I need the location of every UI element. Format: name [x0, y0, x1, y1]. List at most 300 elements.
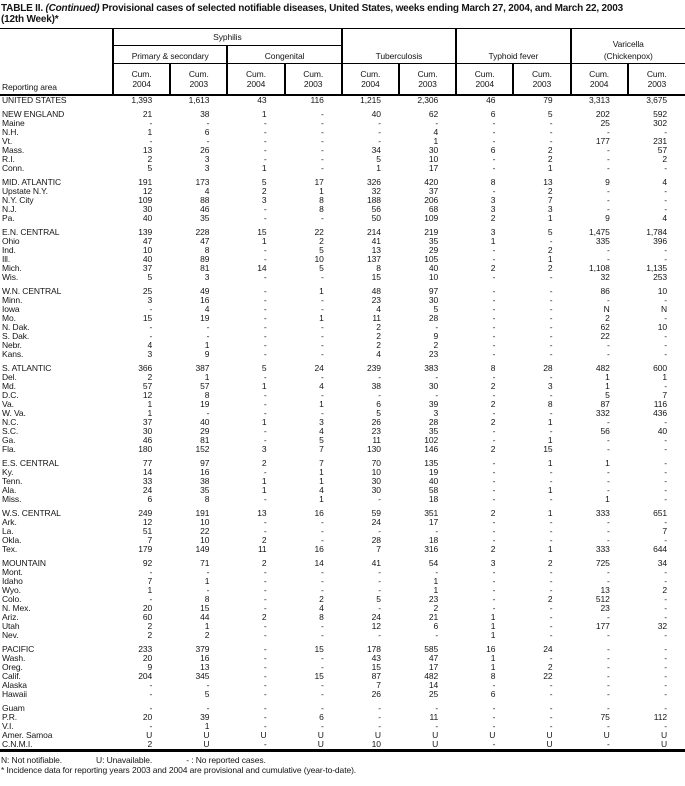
value-cell: -	[606, 612, 610, 622]
value-cell: -	[321, 136, 324, 146]
table-title-line1	[1, 3, 685, 14]
value-cell: -	[149, 721, 153, 731]
table-row	[0, 468, 685, 477]
value-cell: -	[606, 567, 610, 577]
value-cell: 9	[605, 177, 610, 187]
value-cell: 32	[657, 621, 667, 631]
value-cell: 214	[367, 227, 381, 237]
footnote-incidence-note: * Incidence data for reporting years 2003 and 2004 are provisional and cumulative (year-to-date).	[1, 765, 357, 775]
value-cell: 152	[195, 444, 210, 454]
value-cell: 5	[376, 154, 381, 164]
value-cell: 24	[142, 485, 153, 495]
value-cell: 332	[595, 408, 610, 418]
column-header-cum-2003-9: Cum. 2003	[628, 64, 685, 96]
value-cell: -	[606, 254, 610, 264]
value-cell: 8	[319, 195, 324, 205]
value-cell: 191	[195, 508, 210, 518]
value-cell: 2	[261, 458, 267, 468]
value-cell: 86	[600, 286, 610, 296]
value-cell: -	[321, 653, 324, 663]
column-header-cum-2004-6: Cum. 2004	[456, 64, 513, 96]
table-row	[0, 196, 685, 205]
value-cell: 13	[200, 662, 210, 672]
reporting-area-label: Reporting area	[2, 82, 57, 92]
reporting-area-cell: Okla.	[2, 535, 22, 545]
value-cell: -	[664, 435, 667, 445]
value-cell: 2	[490, 444, 496, 454]
value-cell: 40	[142, 254, 153, 264]
table-row	[0, 264, 685, 273]
value-cell: 2	[319, 594, 324, 604]
column-header-cum-2004-0: Cum. 2004	[113, 64, 170, 96]
value-cell: -	[492, 703, 496, 713]
value-cell: 1,475	[588, 227, 610, 237]
reporting-area-cell: Va.	[2, 399, 14, 409]
value-cell: 2	[547, 558, 553, 568]
value-cell: 116	[310, 95, 324, 105]
value-cell: -	[606, 671, 610, 681]
value-cell: 17	[314, 177, 324, 187]
value-cell: 10	[657, 322, 667, 332]
value-cell: -	[492, 349, 496, 359]
value-cell: U	[146, 730, 153, 740]
value-cell: 41	[371, 236, 381, 246]
value-cell: -	[664, 331, 667, 341]
value-cell: -	[606, 653, 610, 663]
value-cell: 5	[547, 227, 553, 237]
value-cell: 29	[428, 245, 439, 255]
value-cell: 2	[147, 372, 153, 382]
value-cell: -	[664, 467, 667, 477]
value-cell: 4	[433, 127, 439, 137]
value-cell: 2	[147, 739, 153, 749]
value-cell: 592	[653, 109, 667, 119]
table-row	[0, 119, 685, 128]
value-cell: 3	[490, 558, 496, 568]
value-cell: -	[606, 163, 610, 173]
value-cell: 139	[138, 227, 153, 237]
value-cell: -	[321, 621, 324, 631]
value-cell: -	[664, 662, 667, 672]
reporting-area-cell: Hawaii	[2, 689, 27, 699]
value-cell: 75	[600, 712, 610, 722]
value-cell: 177	[595, 136, 610, 146]
table-row	[0, 391, 685, 400]
value-cell: 387	[195, 363, 210, 373]
value-cell: -	[321, 340, 324, 350]
value-cell: -	[435, 567, 439, 577]
value-cell: U	[374, 730, 381, 740]
value-cell: 87	[600, 399, 610, 409]
value-cell: 2	[490, 508, 496, 518]
value-cell: 109	[138, 195, 153, 205]
table-row	[0, 255, 685, 264]
reporting-area-cell: Nev.	[2, 630, 19, 640]
value-cell: 13	[600, 585, 610, 595]
value-cell: -	[492, 286, 496, 296]
value-cell: -	[263, 653, 267, 663]
value-cell: 2	[547, 154, 553, 164]
value-cell: 34	[657, 558, 667, 568]
value-cell: -	[549, 304, 553, 314]
value-cell: 4	[204, 186, 210, 196]
value-cell: 30	[142, 204, 153, 214]
value-cell: 2	[490, 544, 496, 554]
value-cell: -	[492, 118, 496, 128]
column-header-cum-2003-5: Cum. 2003	[399, 64, 456, 96]
table-row	[0, 690, 685, 699]
value-cell: 11	[257, 544, 267, 554]
value-cell: 16	[314, 508, 324, 518]
value-cell: -	[435, 372, 439, 382]
value-cell: 3	[490, 204, 496, 214]
value-cell: -	[263, 322, 267, 332]
value-cell: 23	[428, 349, 439, 359]
value-cell: 40	[657, 426, 667, 436]
value-cell: -	[606, 689, 610, 699]
value-cell: -	[606, 204, 610, 214]
value-cell: -	[435, 390, 439, 400]
value-cell: 7	[376, 544, 381, 554]
reporting-area-cell: Ohio	[2, 236, 20, 246]
value-cell: -	[263, 213, 267, 223]
value-cell: -	[321, 408, 324, 418]
value-cell: 56	[371, 204, 381, 214]
value-cell: -	[149, 594, 153, 604]
value-cell: 1	[261, 163, 267, 173]
value-cell: 23	[428, 594, 439, 604]
reporting-area-cell: N.Y. City	[2, 195, 34, 205]
table-row	[0, 645, 685, 654]
value-cell: -	[263, 286, 267, 296]
value-cell: 146	[424, 444, 439, 454]
value-cell: -	[664, 254, 667, 264]
value-cell: 97	[200, 458, 210, 468]
table-row	[0, 559, 685, 568]
value-cell: 44	[200, 612, 210, 622]
value-cell: 23	[371, 295, 381, 305]
value-cell: -	[492, 322, 496, 332]
value-cell: -	[263, 526, 267, 536]
value-cell: -	[206, 567, 210, 577]
value-cell: -	[263, 576, 267, 586]
value-cell: 35	[428, 236, 439, 246]
value-cell: 102	[424, 435, 439, 445]
table-row	[0, 536, 685, 545]
reporting-area-cell: Md.	[2, 381, 16, 391]
value-cell: 1	[490, 621, 496, 631]
value-cell: 22	[543, 671, 553, 681]
value-cell: 2	[261, 186, 267, 196]
value-cell: 22	[200, 526, 210, 536]
value-cell: -	[321, 163, 324, 173]
value-cell: 1	[319, 186, 324, 196]
value-cell: 40	[142, 213, 153, 223]
value-cell: -	[549, 313, 553, 323]
value-cell: -	[263, 145, 267, 155]
value-cell: -	[378, 127, 381, 137]
table-row	[0, 296, 685, 305]
value-cell: -	[606, 295, 610, 305]
value-cell: 51	[142, 526, 153, 536]
value-cell: 179	[138, 544, 153, 554]
value-cell: -	[549, 127, 553, 137]
value-cell: -	[549, 621, 553, 631]
value-cell: -	[492, 585, 496, 595]
value-cell: 130	[367, 444, 381, 454]
value-cell: -	[549, 118, 553, 128]
reporting-area-cell: V.I.	[2, 721, 14, 731]
value-cell: 35	[200, 485, 210, 495]
value-cell: 2	[605, 313, 610, 323]
value-cell: -	[378, 703, 381, 713]
value-cell: 1	[490, 612, 496, 622]
value-cell: -	[492, 494, 496, 504]
value-cell: 6	[490, 145, 496, 155]
table-row	[0, 314, 685, 323]
table-row	[0, 509, 685, 518]
reporting-area-cell: N. Mex.	[2, 603, 31, 613]
value-cell: 8	[490, 177, 496, 187]
value-cell: 5	[547, 109, 553, 119]
value-cell: 62	[600, 322, 610, 332]
value-cell: 1	[261, 109, 267, 119]
reporting-area-cell: Mo.	[2, 313, 16, 323]
value-cell: -	[606, 680, 610, 690]
value-cell: -	[492, 680, 496, 690]
reporting-area-cell: Guam	[2, 703, 25, 713]
value-cell: 1,393	[131, 95, 153, 105]
reporting-area-cell: Pa.	[2, 213, 15, 223]
value-cell: -	[606, 485, 610, 495]
value-cell: U	[317, 739, 324, 749]
reporting-area-cell: Utah	[2, 621, 20, 631]
value-cell: -	[664, 612, 667, 622]
value-cell: 28	[428, 313, 439, 323]
value-cell: -	[321, 585, 324, 595]
value-cell: 40	[428, 476, 439, 486]
value-cell: 2	[662, 154, 667, 164]
value-cell: U	[317, 730, 324, 740]
value-cell: 19	[200, 313, 210, 323]
value-cell: -	[606, 145, 610, 155]
value-cell: -	[321, 322, 324, 332]
table-row	[0, 146, 685, 155]
value-cell: 8	[319, 204, 324, 214]
value-cell: 2	[490, 399, 496, 409]
value-cell: -	[321, 680, 324, 690]
value-cell: 5	[261, 177, 267, 187]
value-cell: 4	[319, 381, 324, 391]
table-row	[0, 613, 685, 622]
value-cell: -	[263, 272, 267, 282]
table-row	[0, 604, 685, 613]
value-cell: 6	[204, 127, 210, 137]
value-cell: 228	[195, 227, 210, 237]
reporting-area-cell: PACIFIC	[2, 644, 35, 654]
value-cell: 2	[490, 381, 496, 391]
reporting-area-cell: Conn.	[2, 163, 25, 173]
value-cell: 28	[371, 535, 381, 545]
value-cell: 15	[200, 603, 210, 613]
value-cell: 8	[204, 594, 210, 604]
congenital-group-header: Congenital	[227, 46, 341, 64]
value-cell: -	[492, 594, 496, 604]
reporting-area-cell: Kans.	[2, 349, 24, 359]
value-cell: -	[263, 204, 267, 214]
value-cell: 10	[371, 467, 381, 477]
reporting-area-cell: D.C.	[2, 390, 19, 400]
value-cell: U	[203, 739, 210, 749]
value-cell: 3	[147, 295, 153, 305]
value-cell: -	[492, 127, 496, 137]
reporting-area-cell: Upstate N.Y.	[2, 186, 48, 196]
value-cell: -	[263, 621, 267, 631]
value-cell: -	[263, 118, 267, 128]
value-cell: 1	[605, 458, 610, 468]
column-header-cum-2004-2: Cum. 2004	[227, 64, 284, 96]
value-cell: 22	[600, 331, 610, 341]
header-row-groups-top	[0, 29, 685, 46]
value-cell: -	[263, 245, 267, 255]
value-cell: -	[435, 118, 439, 128]
value-cell: U	[432, 739, 439, 749]
table-row	[0, 704, 685, 713]
value-cell: 1	[261, 236, 267, 246]
value-cell: 5	[376, 408, 381, 418]
value-cell: 1	[261, 417, 267, 427]
value-cell: 8	[547, 399, 553, 409]
value-cell: -	[549, 653, 553, 663]
table-row	[0, 436, 685, 445]
value-cell: 14	[314, 558, 324, 568]
value-cell: 2	[376, 340, 381, 350]
value-cell: 40	[428, 263, 439, 273]
notifiable-diseases-table	[0, 28, 685, 752]
value-cell: 1	[147, 127, 153, 137]
value-cell: -	[378, 576, 381, 586]
value-cell: 47	[142, 236, 153, 246]
value-cell: -	[492, 163, 496, 173]
value-cell: 24	[314, 363, 324, 373]
value-cell: 34	[371, 145, 381, 155]
value-cell: 8	[376, 263, 381, 273]
table-row	[0, 577, 685, 586]
value-cell: 10	[657, 286, 667, 296]
value-cell: -	[549, 494, 553, 504]
value-cell: -	[263, 372, 267, 382]
value-cell: 32	[371, 186, 381, 196]
reporting-area-cell: Amer. Samoa	[2, 730, 53, 740]
value-cell: U	[660, 739, 667, 749]
value-cell: 57	[200, 381, 210, 391]
value-cell: 11	[429, 712, 439, 722]
value-cell: 2	[376, 331, 381, 341]
value-cell: 12	[142, 517, 153, 527]
value-cell: -	[492, 390, 496, 400]
value-cell: 40	[200, 417, 210, 427]
value-cell: -	[435, 526, 439, 536]
value-cell: 3	[261, 195, 267, 205]
value-cell: 333	[595, 508, 610, 518]
value-cell: 23	[371, 426, 381, 436]
value-cell: 88	[200, 195, 210, 205]
value-cell: -	[664, 653, 667, 663]
value-cell: -	[606, 467, 610, 477]
value-cell: 585	[424, 644, 439, 654]
value-cell: -	[549, 286, 553, 296]
table-row	[0, 237, 685, 246]
table-title-line2: (12th Week)*	[1, 14, 59, 25]
value-cell: 37	[142, 263, 153, 273]
value-cell: -	[492, 186, 496, 196]
value-cell: 1	[319, 476, 324, 486]
value-cell: 7	[319, 458, 324, 468]
value-cell: -	[263, 435, 267, 445]
value-cell: 1	[490, 662, 496, 672]
table-row	[0, 305, 685, 314]
value-cell: -	[549, 585, 553, 595]
value-cell: -	[263, 671, 267, 681]
value-cell: -	[263, 136, 267, 146]
table-title-text: Provisional cases of selected notifiable diseases, United States, weeks ending March 27, 2004, and March 22, 2003	[102, 3, 623, 14]
value-cell: 2	[319, 236, 324, 246]
value-cell: 89	[200, 254, 210, 264]
value-cell: -	[492, 576, 496, 586]
value-cell: -	[606, 435, 610, 445]
value-cell: 39	[428, 399, 439, 409]
value-cell: -	[549, 567, 553, 577]
value-cell: 231	[653, 136, 667, 146]
value-cell: 3	[261, 444, 267, 454]
value-cell: 173	[195, 177, 210, 187]
value-cell: 4	[147, 340, 153, 350]
value-cell: 316	[424, 544, 439, 554]
value-cell: 379	[195, 644, 210, 654]
value-cell: 56	[600, 426, 610, 436]
value-cell: 335	[595, 236, 610, 246]
value-cell: 19	[428, 467, 439, 477]
value-cell: -	[492, 567, 496, 577]
value-cell: 3	[547, 204, 553, 214]
value-cell: 15	[371, 272, 381, 282]
reporting-area-cell: Mont.	[2, 567, 23, 577]
value-cell: -	[263, 712, 267, 722]
value-cell: -	[263, 295, 267, 305]
value-cell: -	[664, 127, 667, 137]
reporting-area-cell: Mich.	[2, 263, 22, 273]
value-cell: 4	[319, 603, 324, 613]
reporting-area-cell: Ill.	[2, 254, 11, 264]
value-cell: 50	[371, 213, 381, 223]
value-cell: 233	[138, 644, 153, 654]
reporting-area-cell: S. ATLANTIC	[2, 363, 52, 373]
table-row	[0, 681, 685, 690]
value-cell: -	[435, 721, 439, 731]
value-cell: -	[664, 163, 667, 173]
value-cell: -	[492, 526, 496, 536]
value-cell: -	[664, 630, 667, 640]
value-cell: -	[321, 372, 324, 382]
tuberculosis-group-header: Tuberculosis	[342, 29, 456, 64]
footnote-legend	[1, 755, 685, 765]
value-cell: 79	[543, 95, 553, 105]
value-cell: -	[321, 213, 324, 223]
value-cell: U	[546, 739, 553, 749]
reporting-area-header	[0, 29, 113, 96]
value-cell: -	[263, 603, 267, 613]
value-cell: 2	[433, 603, 439, 613]
